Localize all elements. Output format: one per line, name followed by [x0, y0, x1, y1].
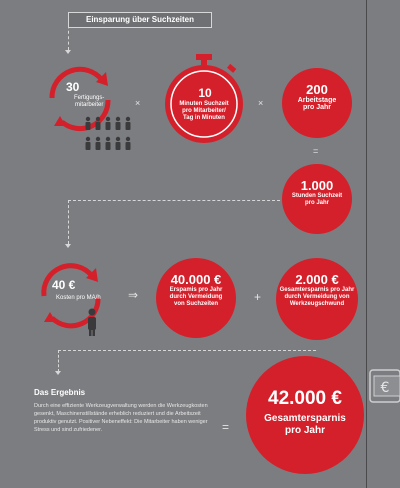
- times-operator: ×: [258, 98, 264, 108]
- employees-value: 30: [66, 80, 80, 94]
- arrow-down-icon: [55, 371, 61, 375]
- savings-loss-value: 2.000 €: [295, 272, 339, 287]
- wallet-euro-symbol: €: [380, 380, 390, 396]
- result-title: Das Ergebnis: [34, 388, 86, 397]
- connector-line: [68, 20, 69, 50]
- hours-circle: 1.000 Stunden Suchzeit pro Jahr: [282, 164, 352, 234]
- connector-line: [68, 200, 280, 201]
- equals-operator: =: [222, 420, 230, 434]
- arrow-down-icon: [65, 244, 71, 248]
- arrow-operator: ⇒: [128, 288, 139, 302]
- page-title: Einsparung über Suchzeiten: [68, 12, 212, 28]
- savings-search-circle: 40.000 € Erspamis pro Jahr durch Vermeidung von Suchzeiten: [156, 258, 236, 338]
- times-operator: ×: [135, 98, 141, 108]
- right-border-line: [366, 0, 367, 488]
- plus-operator: +: [254, 290, 262, 304]
- search-time-value: 10: [198, 86, 212, 100]
- arrow-down-icon: [65, 50, 71, 54]
- workdays-value: 200: [306, 82, 328, 97]
- result-text: Durch eine effiziente Werkzeugverwaltung werden die Werkzeugkosten gesenkt, Maschinenstillstände erheblich reduziert und die Arbeitszeit produktiv genutzt. Positiver Nebeneffekt: Die Mitarbeiter haben weniger Stress und sind zufriedener.: [34, 403, 208, 433]
- person-icon: [86, 308, 98, 336]
- connector-line: [68, 200, 69, 244]
- wallet-icon: [364, 364, 400, 408]
- search-time-label: Minuten Suchzeit pro Mitarbeiter/ Tag in Minuten: [179, 101, 229, 121]
- cost-value: 40 €: [52, 278, 76, 292]
- people-icon: [84, 116, 132, 160]
- workdays-circle: 200 Arbeitstage pro Jahr: [282, 68, 352, 138]
- savings-loss-circle: 2.000 € Gesamtersparnis pro Jahr durch Vermeidung von Werkzeugschwund: [276, 258, 358, 340]
- savings-search-value: 40.000 €: [170, 272, 222, 287]
- cost-label: Kosten pro MA/h: [56, 295, 101, 301]
- connector-line: [58, 350, 316, 351]
- hours-value: 1.000: [300, 178, 334, 193]
- connector-line: [58, 350, 59, 372]
- equals-operator: =: [313, 146, 319, 156]
- total-savings-circle: 42.000 € Gesamtersparnis pro Jahr: [246, 356, 364, 474]
- total-savings-value: 42.000 €: [268, 388, 342, 409]
- employees-label: Fertigungs- mitarbeiter: [74, 95, 105, 108]
